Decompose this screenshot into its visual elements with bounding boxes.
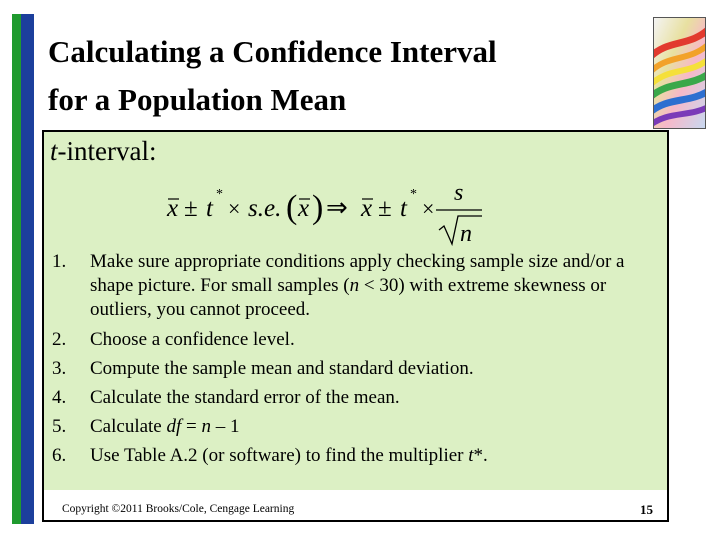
step-text: df xyxy=(166,416,182,437)
step-item xyxy=(52,325,662,354)
step-item xyxy=(52,441,662,470)
interval-heading-t: t xyxy=(50,136,58,166)
step-text: Use Table A.2 (or software) to find the multiplier xyxy=(90,445,469,466)
formula-star-1: * xyxy=(216,187,223,202)
step-item xyxy=(52,412,662,441)
step-item xyxy=(52,354,662,383)
step-text: n xyxy=(349,275,360,296)
formula-s: s xyxy=(454,180,464,206)
interval-heading xyxy=(50,134,156,168)
step-text: n xyxy=(201,416,211,437)
formula-star-2: * xyxy=(410,187,417,202)
step-text: < 30) with extreme skewness or outliers, you cannot proceed. xyxy=(90,275,607,320)
step-text: Make sure appropriate conditions apply checking sample size and/or a shape picture. For small samples ( xyxy=(90,251,625,296)
copyright-text: Copyright ©2011 Brooks/Cole, Cengage Learning xyxy=(62,503,295,515)
left-accent-bar-green xyxy=(12,14,21,524)
slide-title-line-2: for a Population Mean xyxy=(48,82,347,117)
step-number: 3. xyxy=(52,358,67,379)
confidence-interval-formula xyxy=(160,178,490,248)
slide-title-line-1: Calculating a Confidence Interval xyxy=(48,34,497,69)
interval-heading-rest: -interval: xyxy=(57,136,157,166)
formula-times-1: × xyxy=(228,196,241,221)
formula-xbar-2: x xyxy=(298,195,310,222)
slide-title xyxy=(48,28,628,124)
step-number: 2. xyxy=(52,329,67,350)
step-number: 1. xyxy=(52,251,67,272)
step-text: *. xyxy=(473,445,488,466)
formula-se: s.e. xyxy=(248,195,282,222)
step-number: 5. xyxy=(52,416,67,437)
step-text: = xyxy=(181,416,202,437)
formula-t-2: t xyxy=(400,195,407,222)
page-number: 15 xyxy=(640,502,653,517)
formula-xbar-3: x xyxy=(361,195,373,222)
steps-list xyxy=(52,248,662,470)
formula-pm-2: ± xyxy=(378,195,392,222)
step-item xyxy=(52,383,662,412)
formula-paren-open: ( xyxy=(286,189,298,226)
formula-paren-close: ) xyxy=(312,189,324,226)
step-text: – 1 xyxy=(211,416,240,437)
step-text: Calculate the standard error of the mean. xyxy=(90,387,400,408)
abstract-rainbow-swirl-image xyxy=(653,17,706,129)
step-number: 4. xyxy=(52,387,67,408)
formula-implies: ⇒ xyxy=(326,193,348,222)
step-number: 6. xyxy=(52,445,67,466)
step-text: Compute the sample mean and standard deviation. xyxy=(90,358,474,379)
formula-n: n xyxy=(460,221,472,247)
formula-t-1: t xyxy=(206,195,213,222)
formula-pm-1: ± xyxy=(184,195,198,222)
step-text: t xyxy=(468,445,474,466)
formula-times-2: × xyxy=(422,196,435,221)
step-item xyxy=(52,248,662,325)
step-text: Choose a confidence level. xyxy=(90,329,295,350)
step-text: Calculate xyxy=(90,416,167,437)
left-accent-bar-blue xyxy=(21,14,34,524)
formula-xbar-1: x xyxy=(167,195,179,222)
